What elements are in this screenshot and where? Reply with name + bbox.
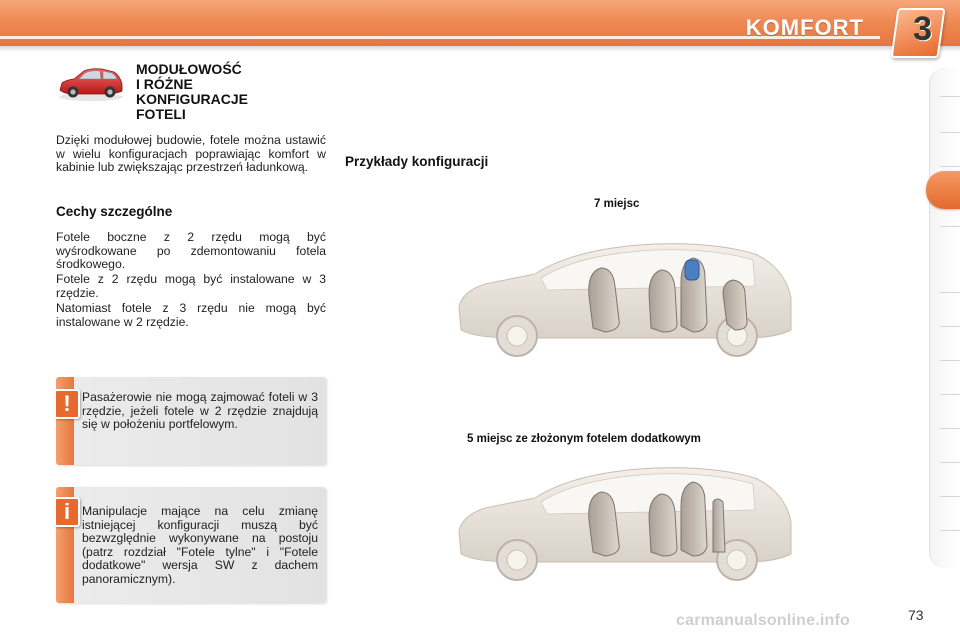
car-icon xyxy=(56,64,126,102)
chapter-tab[interactable] xyxy=(940,96,960,97)
chapter-tab-strip xyxy=(929,68,960,568)
section-title-line: KONFIGURACJE xyxy=(136,91,249,107)
config-caption-5-seats: 5 miejsc ze złożonym fotelem dodatkowym xyxy=(467,433,701,445)
intro-paragraph: Dzięki modułowej budowie, fotele można ustawić w wielu konfiguracjach poprawiając komfort w kabinie lub zwiększając przestrzeń ładunkową. xyxy=(56,133,326,175)
section-title-line: I RÓŻNE xyxy=(136,76,193,92)
section-title-line: MODUŁOWOŚĆ xyxy=(136,61,242,77)
section-title xyxy=(136,62,306,122)
feature-paragraph: Fotele boczne z 2 rzędu mogą być wyśrodkowane po zdemontowaniu fotela środkowego. xyxy=(56,230,326,272)
chapter-tab[interactable] xyxy=(940,292,960,293)
chapter-number: 3 xyxy=(913,10,932,48)
page-number: 73 xyxy=(908,607,924,623)
watermark: carmanualsonline.info xyxy=(676,612,851,629)
warning-icon: ! xyxy=(54,389,80,419)
chapter-tab[interactable] xyxy=(940,428,960,429)
chapter-tab[interactable] xyxy=(940,226,960,227)
examples-heading: Przykłady konfiguracji xyxy=(345,154,489,169)
chapter-tab-active[interactable] xyxy=(926,171,960,209)
car-illustration-7-seats xyxy=(455,238,795,358)
header-shadow xyxy=(0,46,960,52)
info-text: Manipulacje mające na celu zmianę istniejącej konfiguracji muszą być bezwzględnie wykonywane na postoju (patrz rozdział "Fotele tylne" i "Fotele dodatkowe" wersja SW z dachem panoramicznym). xyxy=(82,504,318,586)
chapter-tab[interactable] xyxy=(940,496,960,497)
section-title-line: FOTELI xyxy=(136,106,186,122)
warning-note xyxy=(56,377,326,465)
car-illustration-5-seats xyxy=(455,462,795,582)
chapter-tab[interactable] xyxy=(940,462,960,463)
info-note xyxy=(56,487,326,603)
feature-paragraph: Natomiast fotele z 3 rzędu nie mogą być instalowane w 2 rzędzie. xyxy=(56,301,326,329)
chapter-tab[interactable] xyxy=(940,394,960,395)
features-heading: Cechy szczególne xyxy=(56,204,173,219)
chapter-title: KOMFORT xyxy=(745,15,864,40)
warning-text: Pasażerowie nie mogą zajmować foteli w 3 rzędzie, jeżeli fotele w 2 rzędzie znajdują się w położeniu portfelowym. xyxy=(82,390,318,432)
chapter-tab[interactable] xyxy=(940,166,960,167)
chapter-tab[interactable] xyxy=(940,530,960,531)
chapter-tab[interactable] xyxy=(940,132,960,133)
config-caption-7-seats: 7 miejsc xyxy=(594,198,640,210)
chapter-tab[interactable] xyxy=(940,326,960,327)
chapter-tab[interactable] xyxy=(940,360,960,361)
info-icon: i xyxy=(54,497,80,527)
feature-paragraph: Fotele z 2 rzędu mogą być instalowane w 3 rzędzie. xyxy=(56,272,326,300)
